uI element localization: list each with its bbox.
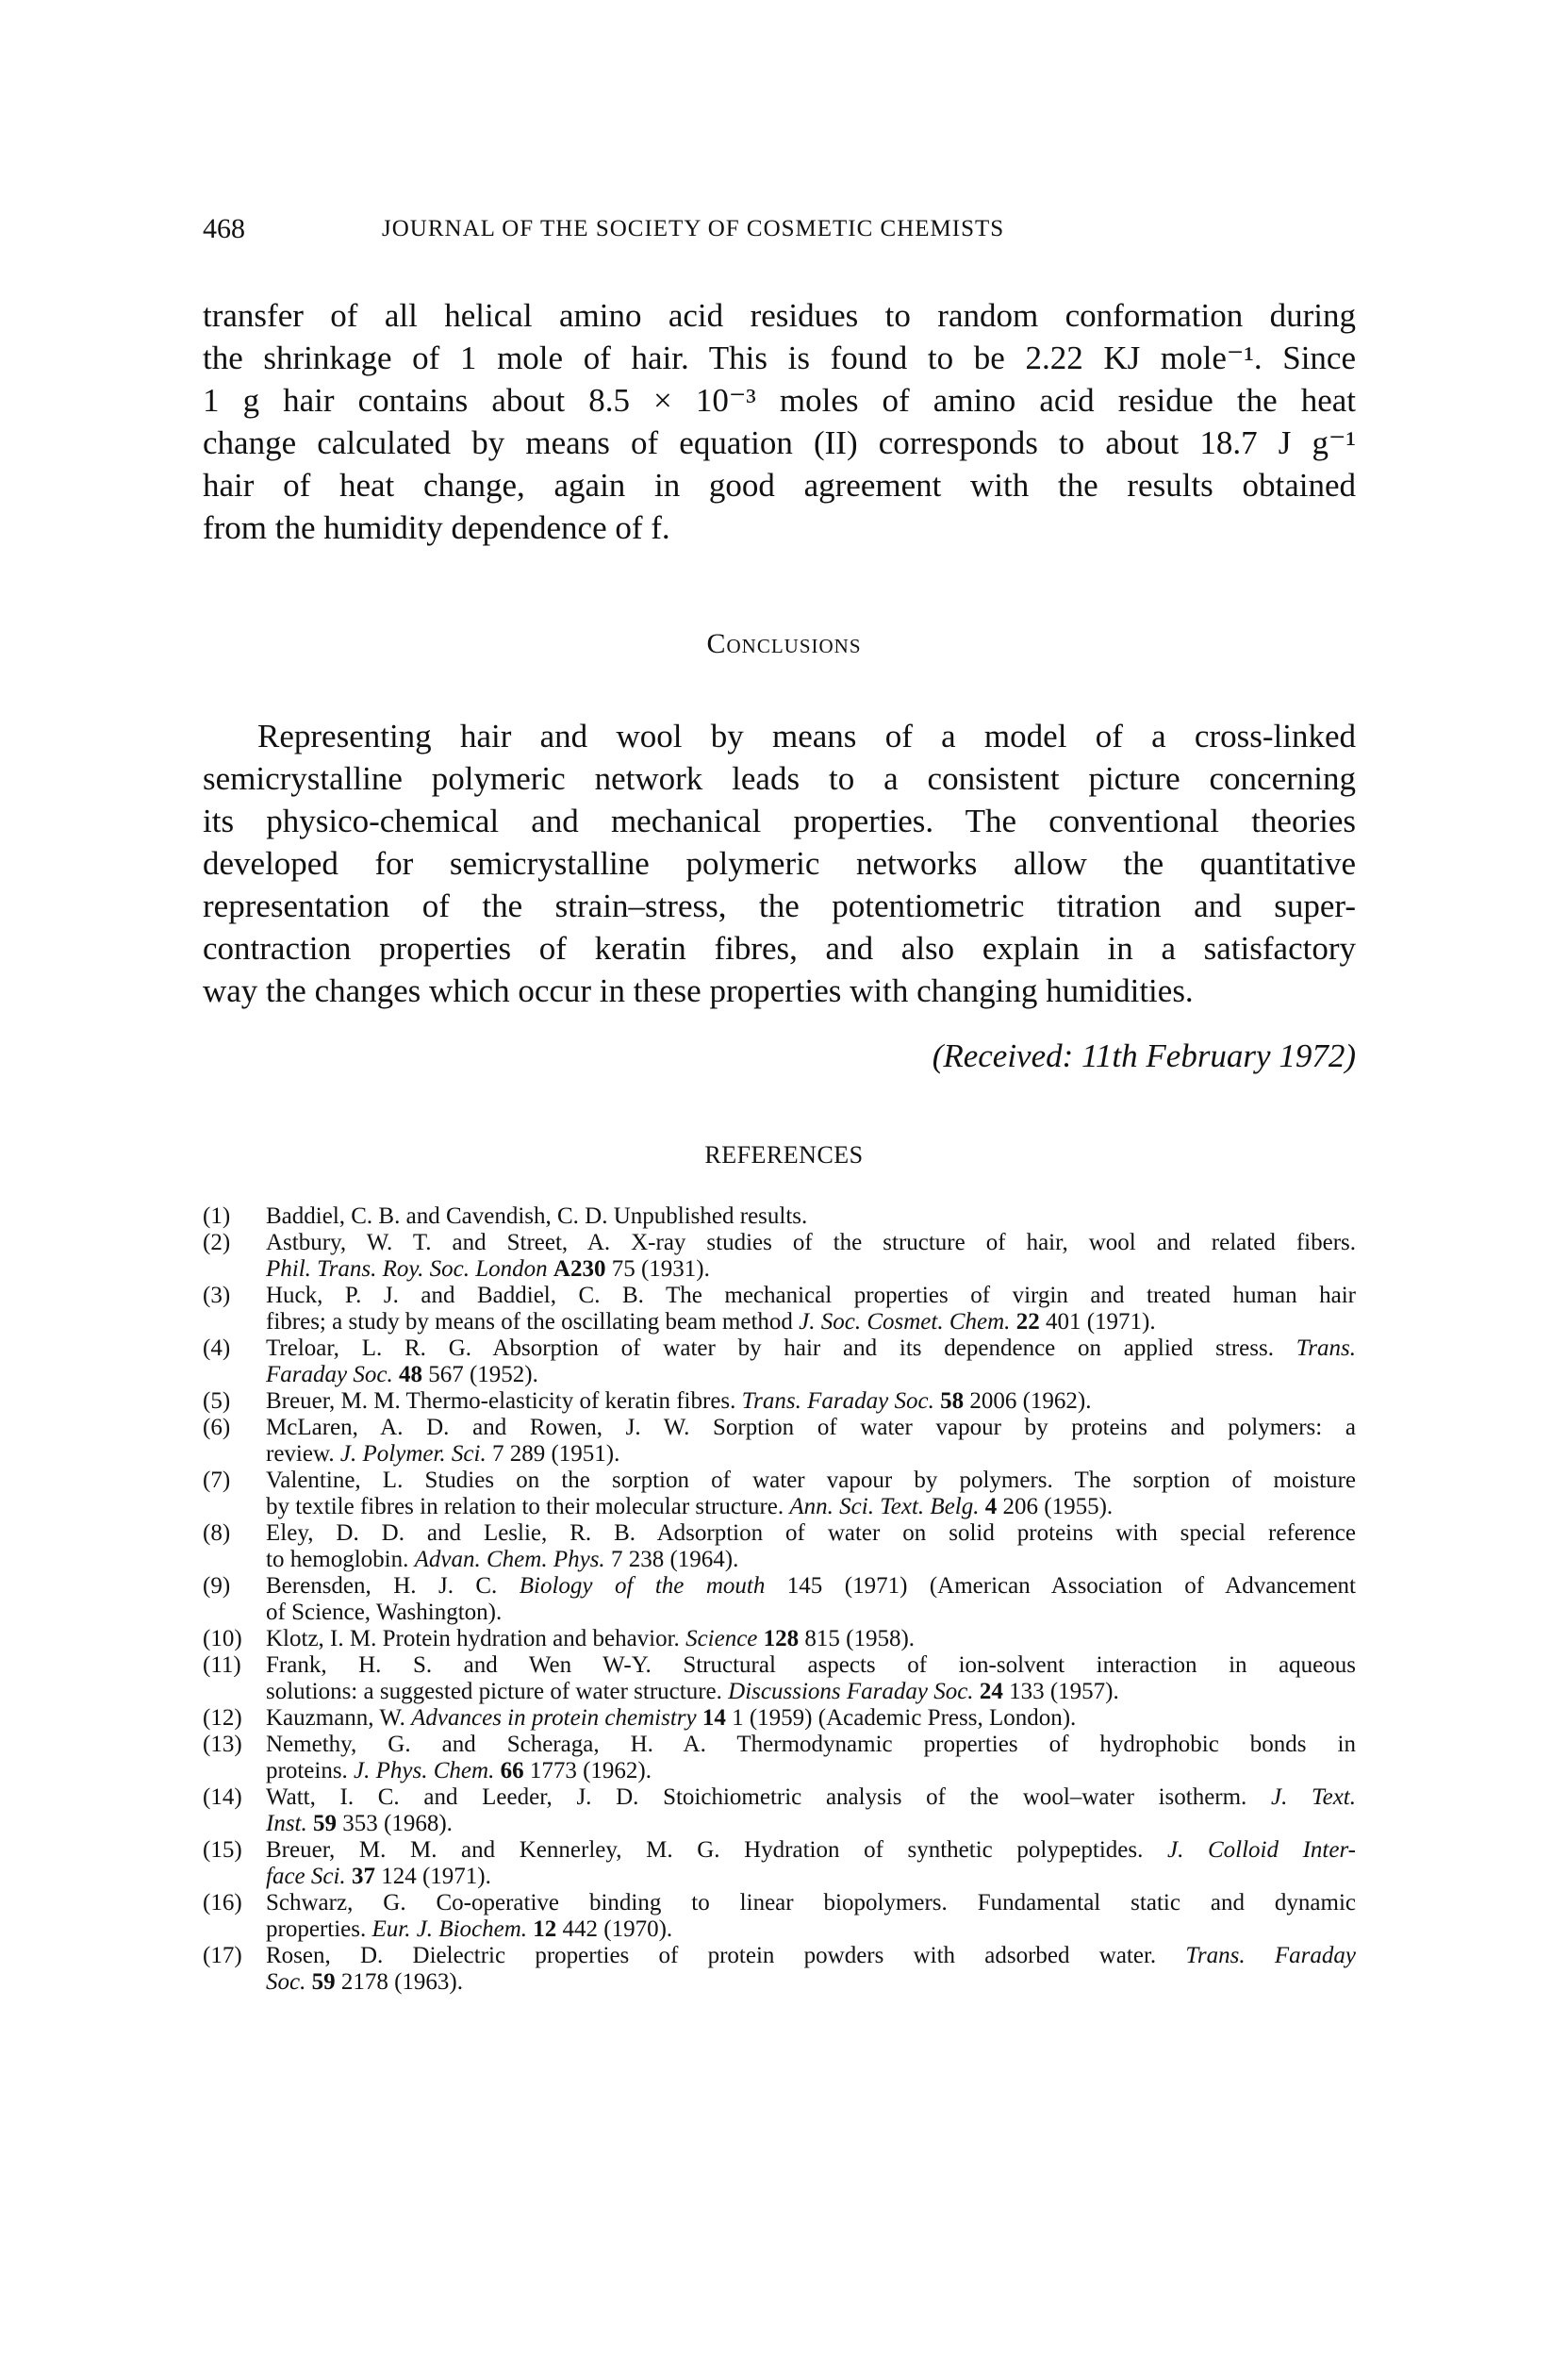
journal-title: J. Soc. Cosmet. Chem.	[799, 1309, 1011, 1335]
journal-title: Trans. Faraday	[1185, 1943, 1356, 1968]
reference-text: Astbury, W. T. and Street, A. X-ray studies of the structure of hair, wool and related fibers.	[266, 1230, 1356, 1255]
reference-number: (12)	[203, 1705, 242, 1731]
paragraph-conclusions	[203, 715, 1356, 1012]
reference-text: Rosen, D. Dielectric properties of protein powders with adsorbed water.	[266, 1943, 1186, 1968]
reference-continuation	[203, 1256, 1356, 1283]
reference-item	[203, 1283, 1356, 1309]
reference-item	[203, 1784, 1356, 1811]
reference-text: 1773 (1962).	[523, 1758, 652, 1783]
reference-item	[203, 1388, 1356, 1415]
reference-item	[203, 1203, 1356, 1230]
reference-continuation	[203, 1441, 1356, 1468]
running-title: JOURNAL OF THE SOCIETY OF COSMETIC CHEMISTS	[382, 216, 1005, 241]
reference-item	[203, 1732, 1356, 1758]
reference-number: (8)	[203, 1520, 231, 1546]
reference-number: (4)	[203, 1335, 231, 1361]
reference-item	[203, 1626, 1356, 1652]
reference-number: (6)	[203, 1415, 231, 1440]
reference-item	[203, 1230, 1356, 1256]
text-line: hair of heat change, again in good agreement with the results obtained	[203, 467, 1356, 504]
reference-number: (15)	[203, 1837, 242, 1863]
journal-title: Ann. Sci. Text. Belg.	[789, 1494, 980, 1519]
reference-text: 133 (1957).	[1002, 1679, 1119, 1704]
journal-title: J. Phys. Chem.	[354, 1758, 495, 1783]
reference-number: (5)	[203, 1388, 231, 1414]
reference-number: (17)	[203, 1943, 242, 1968]
reference-number: (1)	[203, 1203, 231, 1229]
journal-title: Advances in protein chemistry	[411, 1705, 697, 1731]
journal-title: Inst.	[266, 1811, 307, 1836]
reference-text: of Science, Washington).	[266, 1600, 503, 1625]
reference-number: (3)	[203, 1283, 231, 1308]
reference-text: 7 238 (1964).	[604, 1547, 739, 1572]
reference-number: (10)	[203, 1626, 242, 1651]
reference-item	[203, 1943, 1356, 1969]
reference-text: Klotz, I. M. Protein hydration and behavior.	[266, 1626, 686, 1651]
reference-number: (14)	[203, 1784, 242, 1810]
reference-text: 401 (1971).	[1039, 1309, 1156, 1335]
journal-title: Discussions Faraday Soc.	[728, 1679, 974, 1704]
reference-text: Breuer, M. M. Thermo-elasticity of keratin fibres.	[266, 1388, 742, 1414]
journal-title: Trans. Faraday Soc.	[741, 1388, 934, 1414]
reference-continuation	[203, 1600, 1356, 1626]
journal-title: Soc.	[266, 1969, 306, 1995]
text-line: Representing hair and wool by means of a model of a cross-linked	[257, 718, 1356, 755]
reference-text: to hemoglobin.	[266, 1547, 415, 1572]
journal-title: Advan. Chem. Phys.	[414, 1547, 605, 1572]
reference-text: Frank, H. S. and Wen W-Y. Structural aspects of ion-solvent interaction in aqueous	[266, 1652, 1356, 1678]
volume-number: 59	[311, 1969, 336, 1995]
volume-number: 12	[533, 1916, 557, 1942]
volume-number: 48	[398, 1362, 422, 1387]
reference-text: 442 (1970).	[556, 1916, 673, 1942]
reference-text: Baddiel, C. B. and Cavendish, C. D. Unpublished results.	[266, 1203, 808, 1229]
conclusions-heading: Conclusions	[706, 628, 862, 659]
reference-text: Berensden, H. J. C.	[266, 1573, 520, 1599]
reference-text: fibres; a study by means of the oscillating beam method	[266, 1309, 800, 1335]
references-list	[203, 1203, 1356, 1996]
reference-text: Kauzmann, W.	[266, 1705, 412, 1731]
reference-item	[203, 1468, 1356, 1494]
journal-title: Eur. J. Biochem.	[371, 1916, 528, 1942]
journal-title: Faraday Soc.	[266, 1362, 393, 1387]
reference-text: 145 (1971) (American Association of Advancement	[765, 1573, 1357, 1599]
text-line: representation of the strain–stress, the potentiometric titration and super-	[203, 887, 1356, 924]
journal-title: J. Colloid Inter-	[1167, 1837, 1356, 1863]
reference-item	[203, 1520, 1356, 1547]
journal-title: Phil. Trans. Roy. Soc. London	[266, 1256, 548, 1282]
reference-continuation	[203, 1811, 1356, 1837]
reference-continuation	[203, 1362, 1356, 1388]
reference-text: properties.	[266, 1916, 372, 1942]
reference-number: (9)	[203, 1573, 231, 1599]
reference-text: by textile fibres in relation to their molecular structure.	[266, 1494, 790, 1519]
reference-item	[203, 1705, 1356, 1732]
reference-continuation	[203, 1758, 1356, 1784]
text-line: contraction properties of keratin fibres, and also explain in a satisfactory	[203, 930, 1356, 967]
references-heading: REFERENCES	[704, 1141, 864, 1169]
reference-text: 75 (1931).	[605, 1256, 710, 1282]
reference-continuation	[203, 1309, 1356, 1335]
volume-number: 22	[1015, 1309, 1040, 1335]
text-line: 1 g hair contains about 8.5 × 10⁻³ moles of amino acid residue the heat	[203, 382, 1356, 419]
reference-text: proteins.	[266, 1758, 355, 1783]
reference-text: Watt, I. C. and Leeder, J. D. Stoichiometric analysis of the wool–water isotherm.	[266, 1784, 1271, 1810]
reference-continuation	[203, 1547, 1356, 1573]
reference-item	[203, 1573, 1356, 1600]
reference-number: (7)	[203, 1468, 231, 1493]
text-line: semicrystalline polymeric network leads to a consistent picture concerning	[203, 760, 1356, 797]
page-number: 468	[203, 213, 245, 244]
reference-item	[203, 1890, 1356, 1916]
reference-text: Huck, P. J. and Baddiel, C. B. The mechanical properties of virgin and treated human hair	[266, 1283, 1356, 1308]
journal-title: Biology of the mouth	[519, 1573, 766, 1599]
reference-item	[203, 1335, 1356, 1362]
reference-text: Eley, D. D. and Leslie, R. B. Adsorption of water on solid proteins with special reference	[266, 1520, 1356, 1546]
reference-text: McLaren, A. D. and Rowen, J. W. Sorption of water vapour by proteins and polymers: a	[266, 1415, 1356, 1440]
reference-text: 2006 (1962).	[964, 1388, 1092, 1414]
reference-text: 7 289 (1951).	[486, 1441, 620, 1467]
reference-text: 1 (1959) (Academic Press, London).	[725, 1705, 1077, 1731]
volume-number: 4	[984, 1494, 998, 1519]
volume-number: 24	[979, 1679, 1003, 1704]
text-line: way the changes which occur in these properties with changing humidities.	[203, 972, 1194, 1009]
text-line: transfer of all helical amino acid residues to random conformation during	[203, 297, 1356, 334]
volume-number: 128	[763, 1626, 800, 1651]
volume-number: 59	[313, 1811, 337, 1836]
reference-text: Schwarz, G. Co-operative binding to linear biopolymers. Fundamental static and dynamic	[266, 1890, 1356, 1916]
reference-text: solutions: a suggested picture of water structure.	[266, 1679, 729, 1704]
reference-text: 124 (1971).	[374, 1864, 491, 1889]
journal-title: J. Text.	[1270, 1784, 1357, 1810]
reference-text: 2178 (1963).	[335, 1969, 464, 1995]
reference-continuation	[203, 1494, 1356, 1520]
reference-text: 567 (1952).	[421, 1362, 538, 1387]
reference-number: (16)	[203, 1890, 242, 1916]
reference-continuation	[203, 1969, 1356, 1996]
reference-text: 206 (1955).	[997, 1494, 1114, 1519]
journal-title: Trans.	[1296, 1335, 1356, 1361]
volume-number: 58	[940, 1388, 965, 1414]
reference-text: Breuer, M. M. and Kennerley, M. G. Hydration of synthetic polypeptides.	[266, 1837, 1167, 1863]
volume-number: A230	[553, 1256, 606, 1282]
reference-text: review.	[266, 1441, 340, 1467]
reference-number: (2)	[203, 1230, 231, 1255]
text-line: the shrinkage of 1 mole of hair. This is found to be 2.22 KJ mole⁻¹. Since	[203, 340, 1356, 376]
reference-item	[203, 1415, 1356, 1441]
reference-text: 353 (1968).	[337, 1811, 453, 1836]
reference-continuation	[203, 1916, 1356, 1943]
reference-item	[203, 1837, 1356, 1864]
journal-title: Science	[685, 1626, 758, 1651]
reference-number: (13)	[203, 1732, 242, 1757]
reference-text: Nemethy, G. and Scheraga, H. A. Thermodynamic properties of hydrophobic bonds in	[266, 1732, 1356, 1757]
reference-number: (11)	[203, 1652, 241, 1678]
text-line: its physico-chemical and mechanical properties. The conventional theories	[203, 803, 1356, 839]
volume-number: 37	[351, 1864, 375, 1889]
reference-text: Treloar, L. R. G. Absorption of water by hair and its dependence on applied stress.	[266, 1335, 1296, 1361]
journal-title: face Sci.	[266, 1864, 346, 1889]
text-line: change calculated by means of equation (II) corresponds to about 18.7 J g⁻¹	[203, 424, 1356, 461]
received-date: (Received: 11th February 1972)	[932, 1037, 1356, 1074]
volume-number: 14	[701, 1705, 726, 1731]
reference-continuation	[203, 1864, 1356, 1890]
reference-continuation	[203, 1679, 1356, 1705]
text-line: from the humidity dependence of f.	[203, 509, 670, 546]
volume-number: 66	[500, 1758, 524, 1783]
reference-text: Valentine, L. Studies on the sorption of water vapour by polymers. The sorption of moisture	[266, 1468, 1356, 1493]
journal-title: J. Polymer. Sci.	[339, 1441, 487, 1467]
paragraph-heat-change	[203, 294, 1356, 549]
reference-item	[203, 1652, 1356, 1679]
text-line: developed for semicrystalline polymeric networks allow the quantitative	[203, 845, 1356, 882]
reference-text: 815 (1958).	[799, 1626, 916, 1651]
